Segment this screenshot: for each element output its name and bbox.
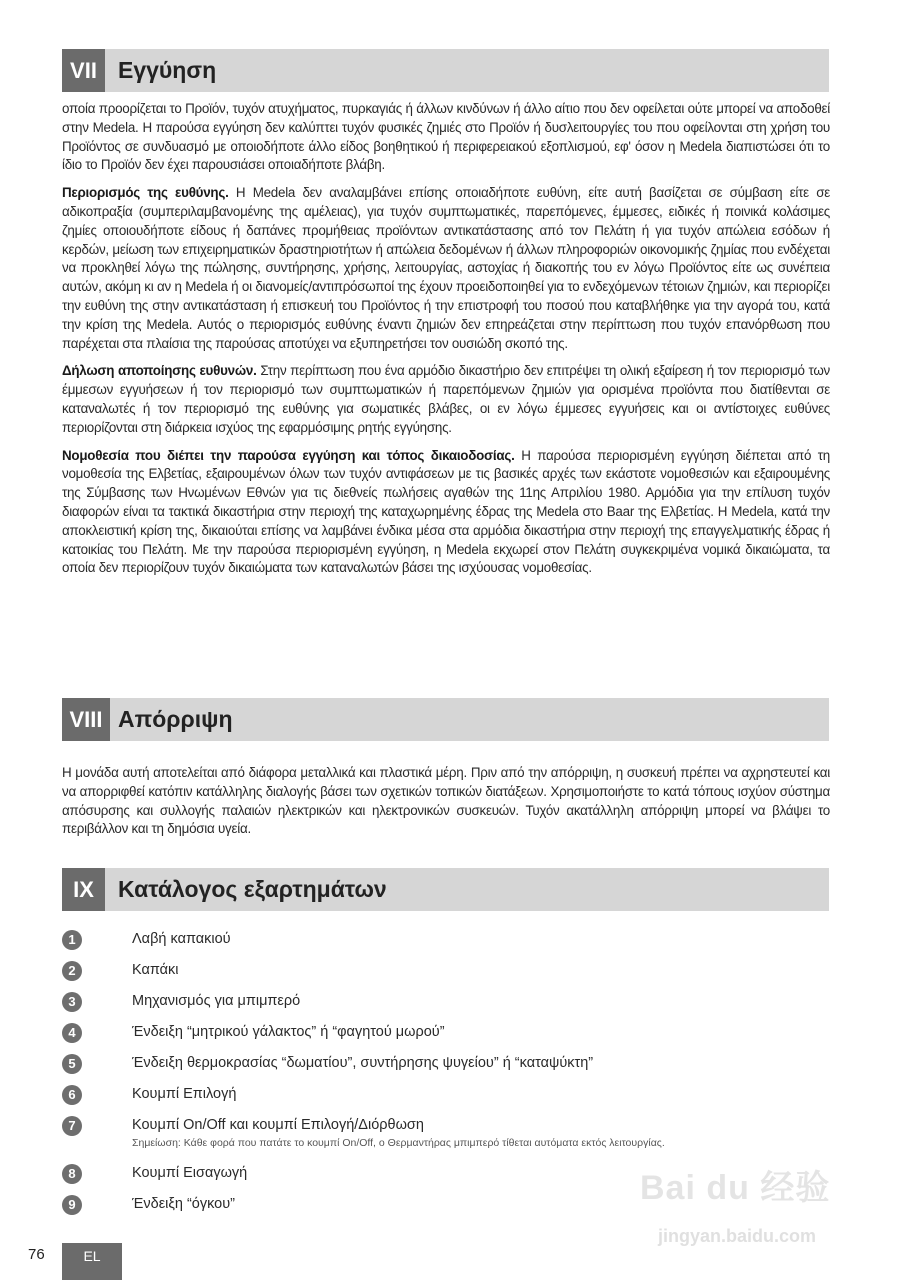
item-label: Κουμπί Εισαγωγή — [132, 1165, 248, 1181]
item-number-badge: 4 — [62, 1023, 82, 1043]
disposal-text: Η μονάδα αυτή αποτελείται από διάφορα μεταλλικά και πλαστικά μέρη. Πριν από την απόρριψη, η συσκευή πρέπει να αχρηστευτεί και να απορριφθεί κατόπιν κατάλληλης διαλογής βάσει των σχετικών τοπικών διατάξεων. Χρησιμοποιήστε το κατά τόπους ισχύον σύστημα απόσυρσης και συλλογής παλαιών ηλεκτρικών και ηλεκτρονικών συσκευών. Τυχόν ακατάλληλη απόρριψη μπορεί να βλάψει το περιβάλλον και τη δημόσια υγεία. — [62, 765, 830, 837]
item-label: Μηχανισμός για μπιμπερό — [132, 993, 301, 1009]
item-number-badge: 8 — [62, 1164, 82, 1184]
section-number: IX — [62, 868, 105, 911]
item-note: Σημείωση: Κάθε φορά που πατάτε το κουμπί On/Off, ο Θερμαντήρας μπιμπερό τίθεται αυτόματα εκτός λειτουργίας. — [132, 1137, 665, 1149]
item-label: Καπάκι — [132, 962, 179, 978]
disclaimer-heading: Δήλωση αποποίησης ευθυνών. — [62, 363, 257, 379]
watermark-logo: Bai du 经验 — [640, 1169, 831, 1207]
item-number-badge: 6 — [62, 1085, 82, 1105]
item-number-badge: 3 — [62, 992, 82, 1012]
law-text: Η παρούσα περιορισμένη εγγύηση διέπεται από τη νομοθεσία της Ελβετίας, εξαιρουμένων όλων των τυχόν αντιφάσεων με τις βασικές αρχές των εκάστοτε νομοθεσιών και εξαιρουμένης της Σύμβασης των Ηνωμένων Εθνών για τις διεθνείς πωλήσεις αγαθών της 11ης Απριλίου 1980. Αρμόδια για την επίλυση τυχόν διαφορών είναι τα τακτικά δικαστήρια στην περιοχή της καταχωρημένης έδρας της Medela στο Baar της Ελβετίας. Η Medela, κατά την αποκλειστική κρίση της, δικαιούται επίσης να λαμβάνει ένδικα μέσα στα αρμόδια δικαστήρια στην περιοχή της επαγγελματικής έδρας ή κατοικίας του Πελάτη. Με την παρούσα περιορισμένη εγγύηση, η Medela εκχωρεί στον Πελάτη συγκεκριμένα νομικά δικαιώματα, τα οποία δεν περιορίζουν τυχόν δικαιώματα των καταναλωτών βάσει της ισχύουσας νομοθεσίας. — [62, 447, 830, 576]
item-number-badge: 2 — [62, 961, 82, 981]
item-number-badge: 1 — [62, 930, 82, 950]
item-label: Κουμπί Επιλογή — [132, 1086, 237, 1102]
item-number-badge: 9 — [62, 1195, 82, 1215]
section-header-parts-list — [62, 868, 829, 911]
disposal-body — [62, 764, 830, 848]
section-title: Εγγύηση — [118, 57, 217, 83]
item-number-badge: 5 — [62, 1054, 82, 1074]
liability-paragraph — [62, 184, 830, 353]
language-tab: EL — [62, 1243, 122, 1280]
item-label: Λαβή καπακιού — [132, 931, 231, 947]
watermark — [640, 1160, 860, 1270]
warranty-intro: οποία προορίζεται το Προϊόν, τυχόν ατυχήματος, πυρκαγιάς ή άλλων κινδύνων ή άλλο αίτιο που δεν οφείλεται ούτε μπορεί να αποδοθεί στην Medela. Η παρούσα εγγύηση δεν καλύπτει τυχόν φυσικές ζημιές στο Προϊόν ή δυσλειτουργίες του που οφείλονται στη χρήση του Προϊόντος σε συνδυασμό με οποιοδήποτε άλλο είδος βοηθητικού ή περιφερειακού εξοπλισμού, εφ' όσον η Medela διαπιστώσει ότι το ίδιο το Προϊόν δεν έχει παρουσιάσει οποιαδήποτε βλάβη. — [62, 101, 830, 173]
law-heading: Νομοθεσία που διέπει την παρούσα εγγύηση και τόπος δικαιοδοσίας. — [62, 447, 515, 463]
liability-text: Η Medela δεν αναλαμβάνει επίσης οποιαδήποτε ευθύνη, είτε αυτή βασίζεται σε σύμβαση είτε σε αδικοπραξία (συμπεριλαμβανομένης της αμέλειας), για τυχόν συμπτωματικές, παρεπόμενες, έμμεσες, ειδικές ή ποινικά κολάσιμες ζημίες οποιουδήποτε είδους ή δαπάνες προμήθειας προϊόντων αντικατάστασης από τον Πελάτη ή για τυχόν απώλεια εσόδων ή κερδών, μείωση των επιχειρηματικών δραστηριοτήτων ή απώλεια δεδομένων ή άλλων πληροφοριών οικονομικής ζημίας που ενδέχεται να προκληθεί λόγω της πώλησης, συντήρησης, χρήσης, λειτουργίας, αστοχίας ή διακοπής του εν λόγω Προϊόντος είτε ως συνέπεια αυτών, ακόμη κι αν η Medela ή οι διανομείς/αντιπρόσωποί της έχουν προειδοποιηθεί για το ενδεχόμενων τέτοιων ζημιών, και περιορίζει την ευθύνη της στην αντικατάσταση ή επισκευή του Προϊόντος ή την επιστροφή του ποσού που καταβλήθηκε για την αγορά του, κατά την κρίση της Medela. Αυτός ο περιορισμός ευθύνης έναντι ζημιών δεν επηρεάζεται στην περίπτωση που τυχόν επανόρθωση που παρέχεται στα πλαίσια της παρούσας αποτύχει να εξυπηρετήσει τον ουσιώδη σκοπό της. — [62, 185, 830, 351]
liability-heading: Περιορισμός της ευθύνης. — [62, 185, 229, 201]
section-number: VIII — [62, 698, 110, 741]
disclaimer-text: Στην περίπτωση που ένα αρμόδιο δικαστήριο δεν επιτρέψει τη ολική εξαίρεση ή τον περιορισμό των έμμεσων εγγυήσεων ή τον περιορισμό των συμπτωματικών ή παρεπόμενων ζημιών για ορισμένα προϊόντα που διατίθενται σε καταναλωτές ή τον περιορισμό της ευθύνης για σωματικές βλάβες, οι εν λόγω έμμεσες εγγυήσεις και οι αντίστοιχες ευθύνες περιορίζονται στη διάρκεια ισχύος της εφαρμόσιμης ρητής εγγύησης. — [62, 363, 830, 435]
section-title: Κατάλογος εξαρτημάτων — [118, 876, 387, 902]
watermark-url: jingyan.baidu.com — [658, 1226, 817, 1246]
item-label: Ένδειξη “μητρικού γάλακτος” ή “φαγητού μωρού” — [132, 1024, 445, 1040]
item-number-badge: 7 — [62, 1116, 82, 1136]
section-title: Απόρριψη — [118, 706, 233, 732]
item-label: Ένδειξη “όγκου” — [132, 1196, 236, 1212]
section-header-disposal — [62, 698, 829, 741]
section-number: VII — [62, 49, 105, 92]
warranty-body — [62, 100, 830, 587]
item-label: Κουμπί On/Off και κουμπί Επιλογή/Διόρθωση — [132, 1117, 424, 1133]
disclaimer-paragraph — [62, 362, 830, 437]
law-paragraph — [62, 447, 830, 579]
section-header-warranty — [62, 49, 829, 92]
page-number: 76 — [28, 1246, 45, 1263]
item-label: Ένδειξη θερμοκρασίας “δωματίου”, συντήρησης ψυγείου” ή “καταψύκτη” — [132, 1055, 594, 1071]
